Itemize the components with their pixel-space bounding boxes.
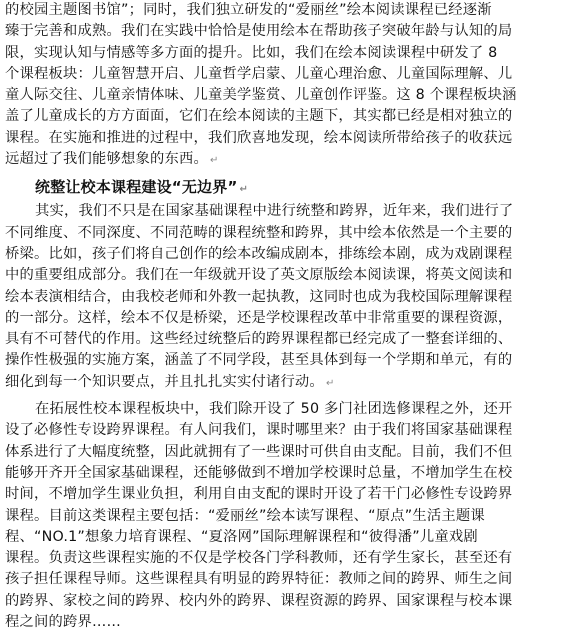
text-line: 体系进行了大幅度统整，因此就拥有了一些课时可供自由支配。目前，我们不但 [5,443,513,460]
text-line: 课程。在实施和推进的过程中，我们欣喜地发现，绘本阅读所带给孩子的收获远 [5,129,513,146]
document-page [5,0,564,633]
text-line: 操作性极强的实施方案，涵盖了不同学段，甚至具体到每一个学期和单元，有的 [5,352,513,369]
text-line: 限，实现认知与情感等多方面的提升。比如，我们在绘本阅读课程中研发了 8 [5,44,498,61]
text-line-first: 其实，我们不只是在国家基础课程中进行统整和跨界，近年来，我们进行了 [35,203,514,220]
text-line-last [5,372,564,393]
text-line: 程、“NO.1”想象力培育课程、“夏洛网”国际理解课程和“彼得潘”儿童戏剧 [5,528,478,545]
paragraph-mark-icon: ↵ [209,155,219,167]
text-line: 课程。负责这些课程实施的不仅是学校各门学科教师，还有学生家长，甚至还有 [5,550,513,567]
paragraph-2 [5,201,564,393]
text-line-last [5,149,564,170]
text-line: 的校园主题图书馆”；同时，我们独立研发的“爱丽丝”绘本阅读课程已经逐渐 [5,2,492,18]
text-line: 的跨界、家校之间的跨界、校内外的跨界、课程资源的跨界、国家课程与校本课 [5,592,513,609]
text-line: 不同维度、不同深度、不同范畴的课程统整和跨界，其中绘本依然是一个主要的 [5,224,513,241]
text-line: 臻于完善和成熟。我们在实践中恰恰是使用绘本在帮助孩子突破年龄与认知的局 [5,23,513,40]
paragraph-1 [5,0,564,170]
text-line: 个课程板块：儿童智慧开启、儿童哲学启蒙、儿童心理治愈、儿童国际理解、儿 [5,65,513,82]
text-line: 课程。目前这类课程主要包括：“爱丽丝”绘本读写课程、“原点”生活主题课 [5,507,485,524]
text-line-first: 在拓展性校本课程板块中，我们除开设了 50 多门社团选修课程之外，还开 [35,401,513,418]
paragraph-mark-icon: ↵ [239,184,249,196]
text-line: 桥梁。比如，孩子们将自己创作的绘本改编成剧本，排练绘本剧，成为戏剧课程 [5,245,513,262]
text-line-content: 远超过了我们能够想象的东西。 [5,151,208,168]
text-line-last: 程之间的跨界…… [5,614,121,631]
text-line: 设了必修性专设跨界课程。有人问我们，课时哪里来？由于我们将国家基础课程 [5,422,513,439]
text-line: 孩子担任课程导师。这些课程具有明显的跨界特征：教师之间的跨界、师生之间 [5,571,513,588]
section-heading [5,174,564,201]
text-line: 具有不可替代的作用。这些经过统整后的跨界课程都已经完成了一整套详细的、 [5,331,513,348]
paragraph-3 [5,399,564,633]
text-line-content: 细化到每一个知识要点，并且扎扎实实付诸行动。 [5,373,324,390]
text-line: 盖了儿童成长的方方面面，它们在绘本阅读的主题下，其实都已经是相对独立的 [5,108,513,125]
text-line: 中的重要组成部分。我们在一年级就开设了英文原版绘本阅读课，将英文阅读和 [5,267,513,284]
text-line: 绘本表演相结合，由我校老师和外教一起执教，这同时也成为我校国际理解课程 [5,288,513,305]
text-line: 时间，不增加学生课业负担，利用自由支配的课时开设了若干门必修性专设跨界 [5,486,513,503]
text-line: 能够开齐开全国家基础课程，还能够做到不增加学校课时总量，不增加学生在校 [5,464,513,481]
section-heading-text: 统整让校本课程建设“无边界” [35,178,238,197]
text-line: 童人际交往、儿童亲情体味、儿童美学鉴赏、儿童创作评鉴。这 8 个课程板块涵 [5,87,517,104]
paragraph-mark-icon: ↵ [325,377,335,389]
text-line: 的一部分。这样，绘本不仅是桥梁，还是学校课程改革中非常重要的课程资源， [5,309,513,326]
